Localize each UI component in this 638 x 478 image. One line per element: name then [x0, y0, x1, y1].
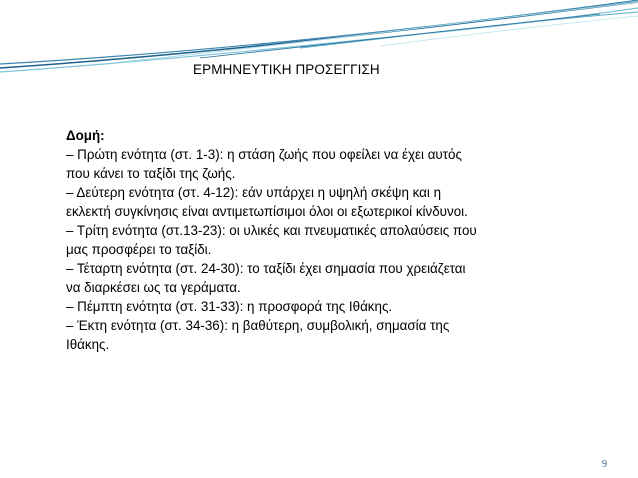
body-line: – Πέμπτη ενότητα (στ. 31-33): η προσφορά της Ιθάκης. — [66, 299, 393, 314]
body-line: Ιθάκης. — [66, 337, 110, 352]
body-line: εκλεκτή συγκίνησις είναι αντιμετωπίσιμοι όλοι οι εξωτερικοί κίνδυνοι. — [66, 204, 468, 219]
slide-body — [66, 126, 576, 354]
body-line: να διαρκέσει ως τα γεράματα. — [66, 280, 241, 295]
body-line: – Τρίτη ενότητα (στ.13-23): οι υλικές και πνευματικές απολαύσεις που — [66, 223, 477, 238]
body-line: – Πρώτη ενότητα (στ. 1-3): η στάση ζωής που οφείλει να έχει αυτός — [66, 147, 462, 162]
body-line: μας προσφέρει το ταξίδι. — [66, 242, 212, 257]
body-line: που κάνει το ταξίδι της ζωής. — [66, 166, 236, 181]
body-line: – Δεύτερη ενότητα (στ. 4-12): εάν υπάρχει η υψηλή σκέψη και η — [66, 185, 442, 200]
slide-title: ΕΡΜΗΝΕΥΤΙΚΗ ΠΡΟΣΕΓΓΙΣΗ — [193, 62, 380, 77]
body-line: – Τέταρτη ενότητα (στ. 24-30): το ταξίδι έχει σημασία που χρειάζεται — [66, 261, 466, 276]
page-number: 9 — [602, 459, 607, 470]
section-heading: Δομή: — [66, 128, 105, 143]
body-line: – Έκτη ενότητα (στ. 34-36): η βαθύτερη, συμβολική, σημασία της — [66, 318, 450, 333]
